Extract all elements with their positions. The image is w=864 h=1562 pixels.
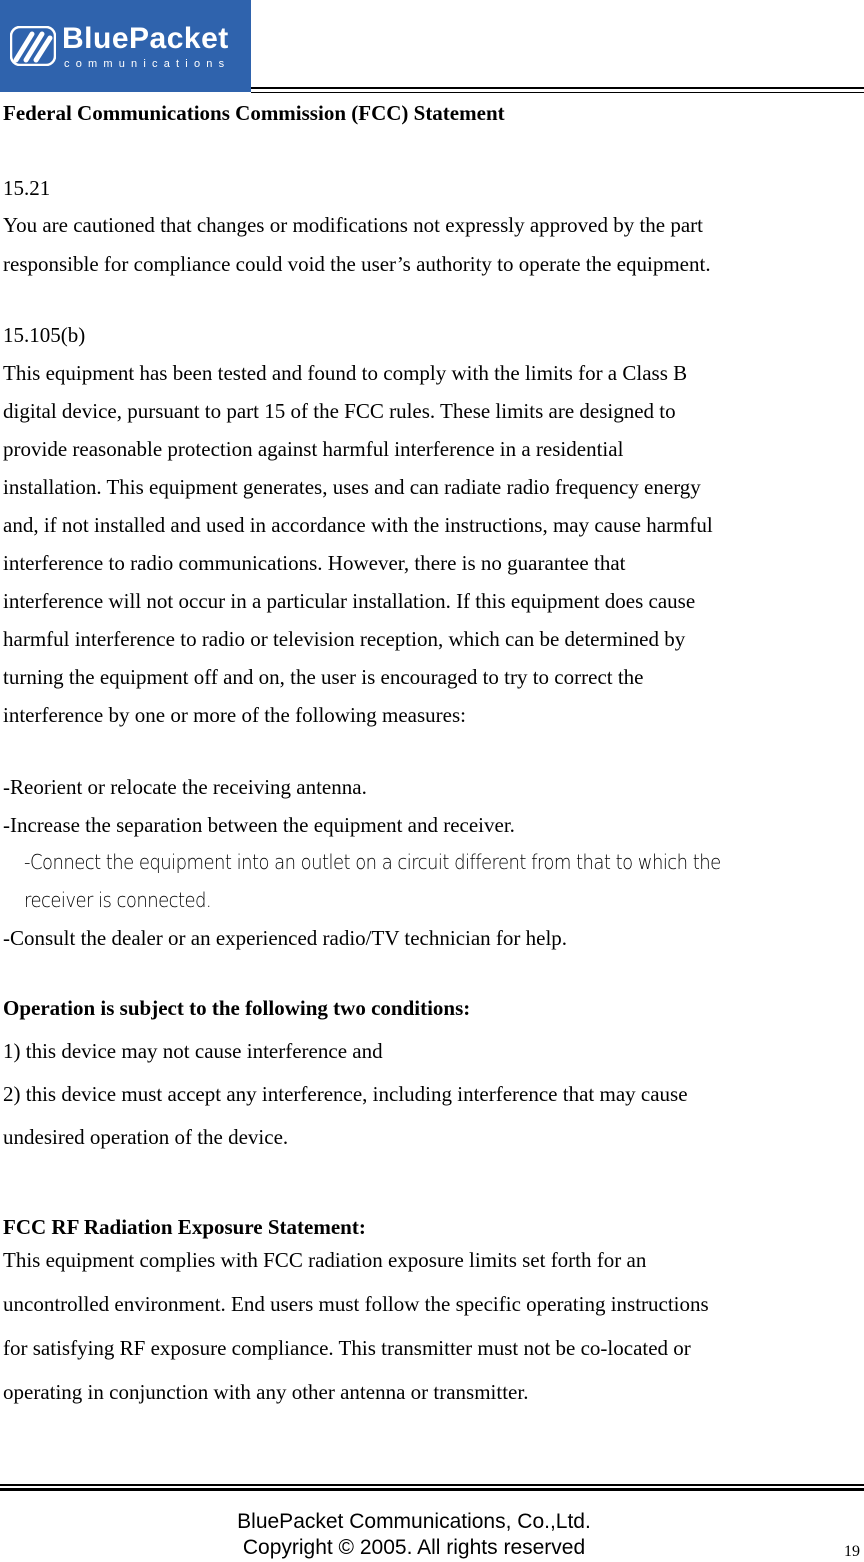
paragraph-line: turning the equipment off and on, the user is encouraged to try to correct the — [3, 665, 644, 689]
paragraph-line: responsible for compliance could void the user’s authority to operate the equipment. — [3, 252, 711, 276]
paragraph-line: interference to radio communications. However, there is no guarantee that — [3, 551, 626, 575]
rf-heading: FCC RF Radiation Exposure Statement: — [3, 1215, 366, 1239]
paragraph-line: digital device, pursuant to part 15 of the FCC rules. These limits are designed to — [3, 399, 676, 423]
measure-item: -Reorient or relocate the receiving antenna. — [3, 775, 367, 799]
rf-line: for satisfying RF exposure compliance. This transmitter must not be co-located or — [3, 1336, 691, 1360]
page-title: Federal Communications Commission (FCC) Statement — [3, 101, 505, 125]
measure-item: -Consult the dealer or an experienced radio/TV technician for help. — [3, 926, 568, 950]
paragraph-line: installation. This equipment generates, uses and can radiate radio frequency energy — [3, 475, 701, 499]
footer-rule-thin — [0, 1484, 864, 1486]
header-rule-thick — [251, 87, 864, 89]
paragraph-line: You are cautioned that changes or modifications not expressly approved by the part — [3, 213, 704, 237]
logo-brand-text: BluePacket — [62, 22, 229, 55]
measure-item: -Connect the equipment into an outlet on a circuit different from that to which the — [24, 850, 721, 874]
rf-line: This equipment complies with FCC radiation exposure limits set forth for an — [3, 1248, 647, 1272]
paragraph-line: provide reasonable protection against harmful interference in a residential — [3, 437, 624, 461]
section-number-15105: 15.105(b) — [3, 323, 86, 347]
paragraph-line: interference will not occur in a particular installation. If this equipment does cause — [3, 589, 696, 613]
measure-item-continued: receiver is connected. — [24, 888, 212, 912]
paragraph-line: harmful interference to radio or television reception, which can be determined by — [3, 627, 686, 651]
conditions-heading: Operation is subject to the following two conditions: — [3, 996, 471, 1020]
rf-line: operating in conjunction with any other antenna or transmitter. — [3, 1380, 529, 1404]
company-logo — [0, 0, 251, 92]
footer-company: BluePacket Communications, Co.,Ltd. — [237, 1510, 591, 1533]
header-rule-thin — [251, 92, 864, 93]
section-number-1521: 15.21 — [3, 176, 51, 200]
condition-line: undesired operation of the device. — [3, 1125, 289, 1149]
paragraph-line: This equipment has been tested and found to comply with the limits for a Class B — [3, 361, 688, 385]
footer-copyright: Copyright © 2005. All rights reserved — [242, 1536, 586, 1559]
paragraph-line: and, if not installed and used in accordance with the instructions, may cause harmful — [3, 513, 713, 537]
condition-line: 1) this device may not cause interference and — [3, 1039, 383, 1063]
paragraph-line: interference by one or more of the following measures: — [3, 703, 466, 727]
rf-line: uncontrolled environment. End users must follow the specific operating instructions — [3, 1292, 709, 1316]
page-number: 19 — [844, 1543, 860, 1560]
footer-rule-thick — [0, 1488, 864, 1491]
logo-sub-text: communications — [64, 58, 231, 70]
condition-line: 2) this device must accept any interference, including interference that may cause — [3, 1082, 688, 1106]
bluepacket-logo-icon — [10, 26, 56, 66]
measure-item: -Increase the separation between the equipment and receiver. — [3, 813, 515, 837]
